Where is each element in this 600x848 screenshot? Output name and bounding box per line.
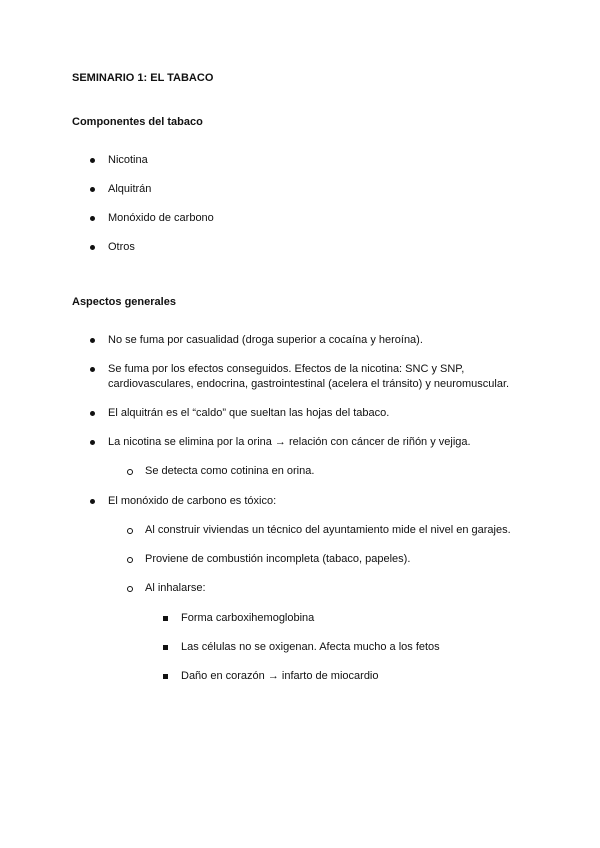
sub-list-item: Al inhalarse: xyxy=(145,582,206,594)
bullet-disc-icon xyxy=(90,499,95,504)
list-item-continuation: cardiovasculares, endocrina, gastrointestinal (acelera el tránsito) y neuromuscular. xyxy=(108,378,510,390)
list-item: El alquitrán es el “caldo” que sueltan las hojas del tabaco. xyxy=(108,407,390,419)
document-title: SEMINARIO 1: EL TABACO xyxy=(72,72,214,84)
bullet-circle-icon xyxy=(127,528,133,534)
bullet-square-icon xyxy=(163,645,168,650)
list-item: Otros xyxy=(108,241,135,253)
sub-list-item: Al construir viviendas un técnico del ayuntamiento mide el nivel en garajes. xyxy=(145,524,511,536)
list-item: Alquitrán xyxy=(108,183,152,195)
sub-sub-list-item: Las células no se oxigenan. Afecta mucho a los fetos xyxy=(181,641,440,653)
sub-list-item: Se detecta como cotinina en orina. xyxy=(145,465,315,477)
sub-list-item: Proviene de combustión incompleta (tabaco, papeles). xyxy=(145,553,411,565)
section-heading-componentes: Componentes del tabaco xyxy=(72,116,203,128)
list-item: El monóxido de carbono es tóxico: xyxy=(108,495,277,507)
section-heading-aspectos: Aspectos generales xyxy=(72,296,176,308)
list-item: La nicotina se elimina por la orina → relación con cáncer de riñón y vejiga. xyxy=(108,436,471,448)
bullet-disc-icon xyxy=(90,216,95,221)
bullet-disc-icon xyxy=(90,440,95,445)
bullet-square-icon xyxy=(163,674,168,679)
bullet-circle-icon xyxy=(127,469,133,475)
list-item: No se fuma por casualidad (droga superior a cocaína y heroína). xyxy=(108,334,423,346)
bullet-disc-icon xyxy=(90,187,95,192)
bullet-circle-icon xyxy=(127,586,133,592)
list-item: Monóxido de carbono xyxy=(108,212,214,224)
bullet-disc-icon xyxy=(90,338,95,343)
bullet-disc-icon xyxy=(90,411,95,416)
bullet-disc-icon xyxy=(90,158,95,163)
sub-sub-list-item: Daño en corazón → infarto de miocardio xyxy=(181,670,379,682)
sub-sub-list-item: Forma carboxihemoglobina xyxy=(181,612,315,624)
bullet-square-icon xyxy=(163,616,168,621)
bullet-disc-icon xyxy=(90,245,95,250)
list-item: Nicotina xyxy=(108,154,148,166)
bullet-disc-icon xyxy=(90,367,95,372)
bullet-circle-icon xyxy=(127,557,133,563)
list-item: Se fuma por los efectos conseguidos. Efectos de la nicotina: SNC y SNP, xyxy=(108,363,465,375)
